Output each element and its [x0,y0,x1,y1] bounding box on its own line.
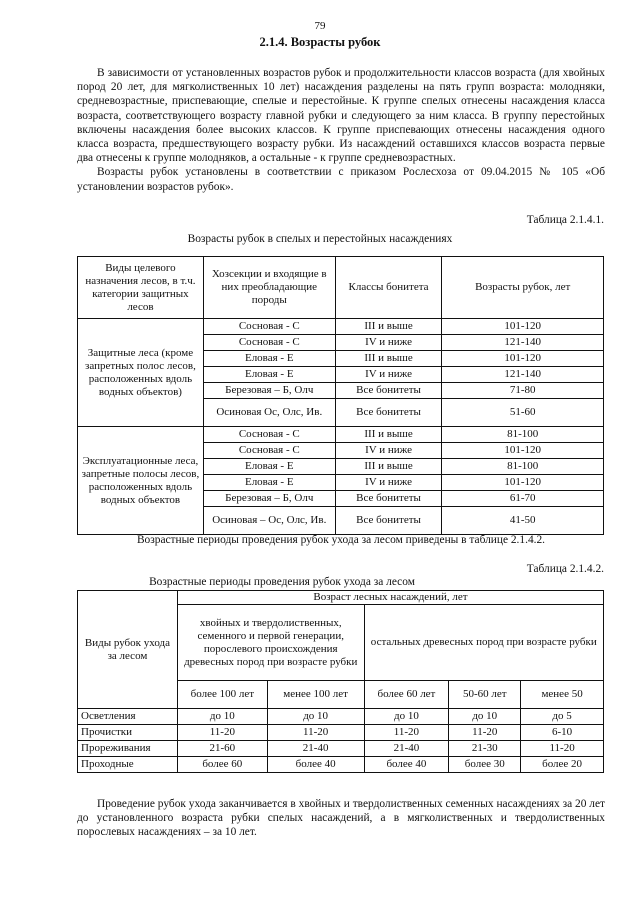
forest-purpose-cell: Защитные леса (кроме запретных полос лесов, расположенных вдоль водных объектов) [78,319,204,427]
table2-title: Возрастные периоды проведения рубок ухода за лесом [149,576,415,588]
age-period-cell: более 40 [267,757,364,773]
age-cell: 101-120 [442,443,604,459]
subheader-age-range: более 60 лет [364,681,449,709]
age-cell: 81-100 [442,427,604,443]
age-period-cell: до 5 [521,709,604,725]
age-period-cell: до 10 [267,709,364,725]
section-heading: 2.1.4. Возрасты рубок [259,35,381,49]
age-period-cell: до 10 [449,709,521,725]
table-header-row [78,257,604,319]
age-cell: 71-80 [442,383,604,399]
bonitet-cell: III и выше [335,351,442,367]
age-period-cell: 21-30 [449,741,521,757]
subheader-age-range: менее 100 лет [267,681,364,709]
section-cell: Еловая - Е [203,351,335,367]
age-period-cell: 11-20 [364,725,449,741]
forest-purpose-cell: Эксплуатационные леса, запретные полосы лесов, расположенных вдоль водных объектов [78,427,204,535]
section-cell: Сосновая - С [203,443,335,459]
bonitet-cell: IV и ниже [335,475,442,491]
age-period-cell: более 20 [521,757,604,773]
age-cell: 81-100 [442,459,604,475]
felling-age-table [77,256,604,535]
subheader-age-range: более 100 лет [177,681,267,709]
table1-number: Таблица 2.1.4.1. [526,214,604,226]
bonitet-cell: Все бонитеты [335,491,442,507]
age-period-cell: более 60 [177,757,267,773]
section-cell: Осиновая – Ос, Олс, Ив. [203,507,335,535]
thinning-type-cell: Осветления [78,709,178,725]
thinning-type-cell: Проходные [78,757,178,773]
age-period-cell: 11-20 [267,725,364,741]
table2-number: Таблица 2.1.4.2. [526,563,604,575]
subheader-age-range: 50-60 лет [449,681,521,709]
header-conifer-group: хвойных и твердолиственных, семенного и первой генерации, порослевого происхождения древесных пород при возрасте рубки [177,605,364,681]
header-other-group: остальных древесных пород при возрасте рубки [364,605,603,681]
age-period-cell: более 40 [364,757,449,773]
header-stand-age: Возраст лесных насаждений, лет [177,591,603,605]
age-period-cell: до 10 [364,709,449,725]
section-cell: Березовая – Б, Олч [203,383,335,399]
section-cell: Березовая – Б, Олч [203,491,335,507]
paragraph-closing: Проведение рубок ухода заканчивается в хвойных и твердолиственных семенных насаждениях за 20 лет до установленного возраста рубки спелых насаждений, а в мягколиственных и твердолиственных порослевых насаждениях – за 10 лет. [77,798,605,839]
header-sections: Хозсекции и входящие в них преобладающие породы [203,257,335,319]
age-period-cell: 6-10 [521,725,604,741]
between-text: Возрастные периоды проведения рубок ухода за лесом приведены в таблице 2.1.4.2. [136,534,546,546]
table-row [78,725,604,741]
page-number: 79 [314,20,326,32]
section-cell: Осиновая Ос, Олс, Ив. [203,399,335,427]
header-bonitet: Классы бонитета [335,257,442,319]
table-row [78,319,604,335]
bonitet-cell: III и выше [335,319,442,335]
table-row [78,709,604,725]
paragraph-age-groups: В зависимости от установленных возрастов рубок и продолжительности классов возраста (для хвойных пород 20 лет, для мягколиственных 10 лет) насаждения разделены на пять групп возраста: молодняки, средневозрастные, приспевающие, спелые и перестойные. К группе спелых отнесены насаждения класса возраста, соответствующего возрасту главной рубки и следующего за ним класса. В группу перестойных включены насаждения более высоких классов. К группе приспевающих отнесены насаждения одного класса возраста, предшествующего возрасту рубки. Из насаждений оставшихся классов возраста первые два отнесены к группе молодняков, а остальные - к группе средневозрастных. [77,67,605,165]
intro-text [77,66,605,194]
age-cell: 101-120 [442,319,604,335]
thinning-periods-table [77,590,604,773]
bonitet-cell: III и выше [335,459,442,475]
closing-text [77,797,605,840]
table-row [78,741,604,757]
bonitet-cell: IV и ниже [335,335,442,351]
age-period-cell: до 10 [177,709,267,725]
age-period-cell: 21-40 [267,741,364,757]
section-cell: Еловая - Е [203,475,335,491]
bonitet-cell: Все бонитеты [335,383,442,399]
age-cell: 51-60 [442,399,604,427]
age-cell: 121-140 [442,367,604,383]
age-cell: 121-140 [442,335,604,351]
age-period-cell: более 30 [449,757,521,773]
bonitet-cell: Все бонитеты [335,399,442,427]
age-cell: 61-70 [442,491,604,507]
age-period-cell: 21-40 [364,741,449,757]
bonitet-cell: IV и ниже [335,367,442,383]
bonitet-cell: III и выше [335,427,442,443]
header-thinning-type: Виды рубок ухода за лесом [78,591,178,709]
subheader-age-range: менее 50 [521,681,604,709]
section-cell: Еловая - Е [203,459,335,475]
paragraph-order-reference: Возрасты рубок установлены в соответствии с приказом Рослесхоза от 09.04.2015 № 105 «Об установлении возрастов рубок». [77,166,605,193]
thinning-type-cell: Прочистки [78,725,178,741]
thinning-type-cell: Прореживания [78,741,178,757]
age-period-cell: 11-20 [449,725,521,741]
table-row [78,757,604,773]
section-cell: Сосновая - С [203,427,335,443]
table1-title: Возрасты рубок в спелых и перестойных насаждениях [187,233,453,245]
age-period-cell: 11-20 [521,741,604,757]
section-cell: Сосновая - С [203,319,335,335]
age-cell: 101-120 [442,475,604,491]
bonitet-cell: Все бонитеты [335,507,442,535]
header-felling-age: Возрасты рубок, лет [442,257,604,319]
bonitet-cell: IV и ниже [335,443,442,459]
age-cell: 41-50 [442,507,604,535]
age-period-cell: 21-60 [177,741,267,757]
age-period-cell: 11-20 [177,725,267,741]
section-cell: Сосновая - С [203,335,335,351]
section-cell: Еловая - Е [203,367,335,383]
header-purpose: Виды целевого назначения лесов, в т.ч. категории защитных лесов [78,257,204,319]
age-cell: 101-120 [442,351,604,367]
table-row [78,427,604,443]
